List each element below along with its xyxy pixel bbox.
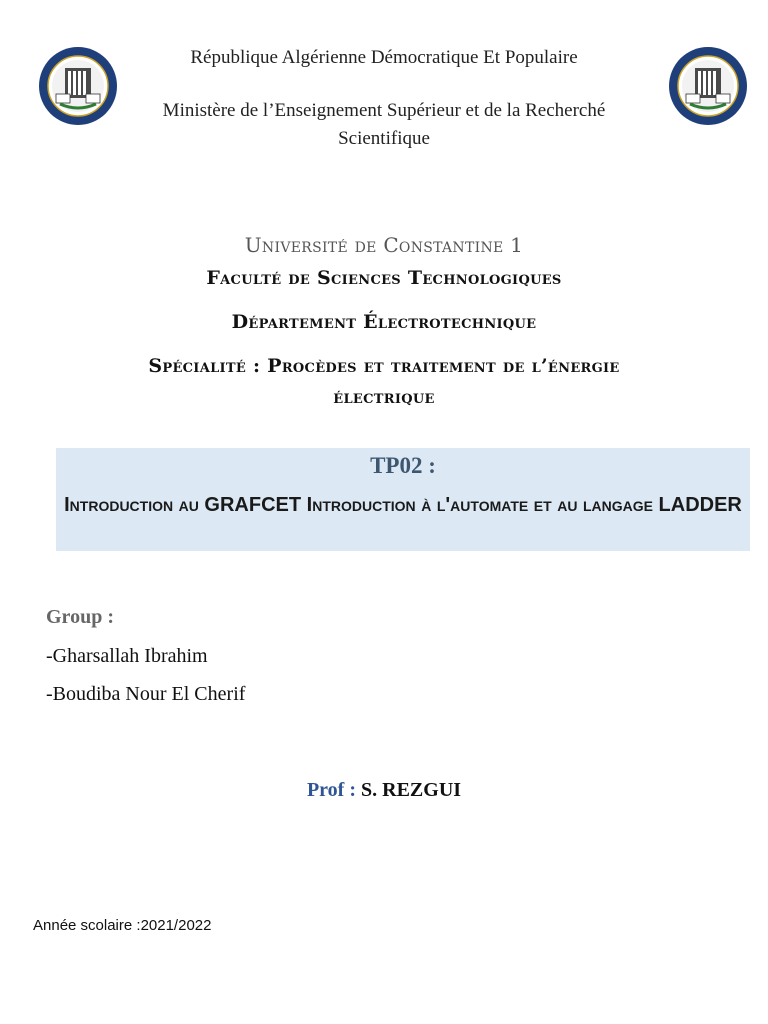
ministry-heading-line2: Scientifique	[338, 128, 430, 149]
group-member: -Boudiba Nour El Cherif	[46, 683, 246, 705]
tp-title: Introduction au GRAFCET Introduction à l'automate et au langage LADDER	[64, 494, 742, 516]
tp-number: TP02 :	[370, 453, 436, 478]
republic-heading: République Algérienne Démocratique Et Populaire	[190, 47, 578, 68]
university-logo-right	[668, 46, 748, 126]
professor-label: Prof :	[306, 779, 357, 801]
professor-name: S. REZGUI	[361, 779, 462, 801]
university-logo-left	[38, 46, 118, 126]
department-name: Département Électrotechnique	[231, 311, 537, 333]
speciality-line2: électrique	[333, 386, 435, 408]
group-member: -Gharsallah Ibrahim	[46, 645, 208, 667]
school-year: Année scolaire :2021/2022	[33, 917, 212, 934]
professor-line	[0, 779, 768, 802]
speciality-line1: Spécialité : Procèdes et traitement de l’énergie	[148, 355, 620, 377]
ministry-heading-line1: Ministère de l’Enseignement Supérieur et de la Recherché	[162, 100, 606, 121]
title-box	[56, 448, 750, 551]
university-seal-icon	[38, 46, 118, 126]
group-label: Group :	[46, 606, 114, 628]
university-seal-icon	[668, 46, 748, 126]
university-name: Université de Constantine 1	[244, 233, 524, 257]
faculty-name: Faculté de Sciences Technologiques	[206, 267, 562, 289]
